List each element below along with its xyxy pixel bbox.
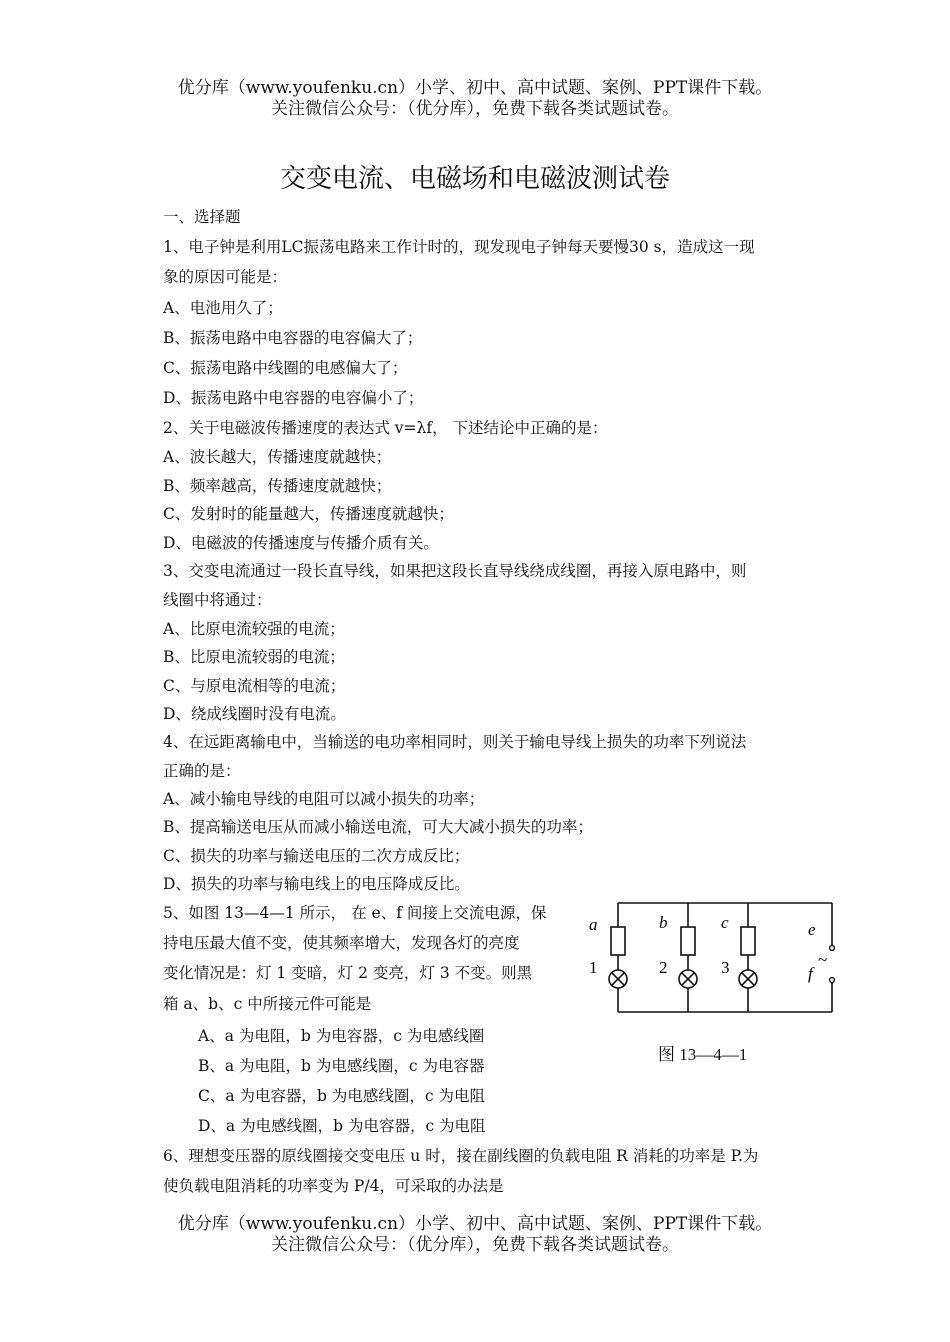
label-lamp-3: 3 — [721, 958, 730, 977]
q4-option-a: A、减小输电导线的电阻可以减小损失的功率； — [163, 790, 485, 808]
q6-stem-line-1: 6、理想变压器的原线圈接交变电压 u 时，接在副线圈的负载电阻 R 消耗的功率是 P.为 — [163, 1147, 759, 1165]
q1-stem-line-1: 1、电子钟是利用LC振荡电路来工作计时的，现发现电子钟每天要慢30 s，造成这一现 — [163, 238, 755, 256]
black-box-b — [681, 927, 695, 955]
q1-option-c: C、振荡电路中线圈的电感偏大了； — [163, 359, 408, 377]
circuit-diagram — [580, 895, 850, 1020]
black-box-a — [611, 927, 625, 955]
terminal-e-dot — [830, 946, 835, 951]
label-a: a — [589, 915, 598, 934]
q5-option-d: D、a 为电感线圈，b 为电容器，c 为电阻 — [198, 1117, 486, 1135]
label-b: b — [659, 913, 668, 932]
label-lamp-1: 1 — [589, 958, 598, 977]
q1-stem-line-2: 象的原因可能是： — [163, 268, 288, 286]
q5-stem-line-3: 变化情况是：灯 1 变暗，灯 2 变亮，灯 3 不变。则黑 — [163, 964, 533, 982]
q5-option-b: B、a 为电阻，b 为电感线圈，c 为电容器 — [198, 1057, 485, 1075]
q5-stem-line-2: 持电压最大值不变，使其频率增大，发现各灯的亮度 — [163, 934, 520, 952]
q3-option-d: D、绕成线圈时没有电流。 — [163, 705, 346, 723]
q1-option-b: B、振荡电路中电容器的电容偏大了； — [163, 329, 423, 347]
footer-line-1: 优分库（www.youfenku.cn）小学、初中、高中试题、案例、PPT课件下载。 — [177, 1214, 773, 1234]
q5-option-a: A、a 为电阻，b 为电容器，c 为电感线圈 — [198, 1027, 485, 1045]
terminal-f-dot — [830, 978, 835, 983]
page-title: 交变电流、电磁场和电磁波测试卷 — [279, 164, 670, 194]
q4-option-d: D、损失的功率与输电线上的电压降成反比。 — [163, 875, 470, 893]
section-heading: 一、选择题 — [163, 208, 241, 226]
q2-option-a: A、波长越大，传播速度就越快； — [163, 448, 392, 466]
q2-option-d: D、电磁波的传播速度与传播介质有关。 — [163, 534, 439, 552]
q2-option-c: C、发射时的能量越大，传播速度就越快； — [163, 505, 454, 523]
footer-line-2: 关注微信公众号：（优分库），免费下载各类试题试卷。 — [271, 1235, 679, 1255]
ac-source-icon: ~ — [818, 950, 828, 969]
q5-stem-line-4: 箱 a、b、c 中所接元件可能是 — [163, 995, 372, 1013]
q5-stem-line-1: 5、如图 13—4—1 所示， 在 e、f 间接上交流电源，保 — [163, 904, 547, 922]
q3-stem-line-2: 线圈中将通过： — [163, 591, 272, 609]
q4-option-b: B、提高输送电压从而减小输送电流，可大大减小损失的功率； — [163, 818, 593, 836]
q5-option-c: C、a 为电容器，b 为电感线圈，c 为电阻 — [198, 1087, 485, 1105]
figure-caption: 图 13—4—1 — [658, 1045, 748, 1064]
label-terminal-f: f — [808, 964, 813, 983]
q4-stem-line-1: 4、在远距离输电中，当输送的电功率相同时，则关于输电导线上损失的功率下列说法 — [163, 733, 747, 751]
q1-option-d: D、振荡电路中电容器的电容偏小了； — [163, 389, 424, 407]
q3-option-b: B、比原电流较弱的电流； — [163, 648, 345, 666]
header-line-1: 优分库（www.youfenku.cn）小学、初中、高中试题、案例、PPT课件下载。 — [177, 78, 773, 98]
q2-option-b: B、频率越高，传播速度就越快； — [163, 477, 392, 495]
q1-option-a: A、电池用久了； — [163, 299, 283, 317]
label-terminal-e: e — [808, 920, 816, 939]
label-lamp-2: 2 — [659, 958, 668, 977]
q3-option-a: A、比原电流较强的电流； — [163, 620, 345, 638]
black-box-c — [741, 927, 755, 955]
q3-option-c: C、与原电流相等的电流； — [163, 677, 346, 695]
label-c: c — [721, 913, 729, 932]
header-line-2: 关注微信公众号：（优分库），免费下载各类试题试卷。 — [271, 99, 679, 119]
q4-option-c: C、损失的功率与输送电压的二次方成反比； — [163, 847, 470, 865]
q3-stem-line-1: 3、交变电流通过一段长直导线，如果把这段长直导线绕成线圈，再接入原电路中，则 — [163, 562, 747, 580]
q6-stem-line-2: 使负载电阻消耗的功率变为 P/4，可采取的办法是 — [163, 1177, 504, 1195]
q4-stem-line-2: 正确的是： — [163, 762, 241, 780]
q2-stem: 2、关于电磁波传播速度的表达式 v=λf， 下述结论中正确的是： — [163, 419, 608, 437]
